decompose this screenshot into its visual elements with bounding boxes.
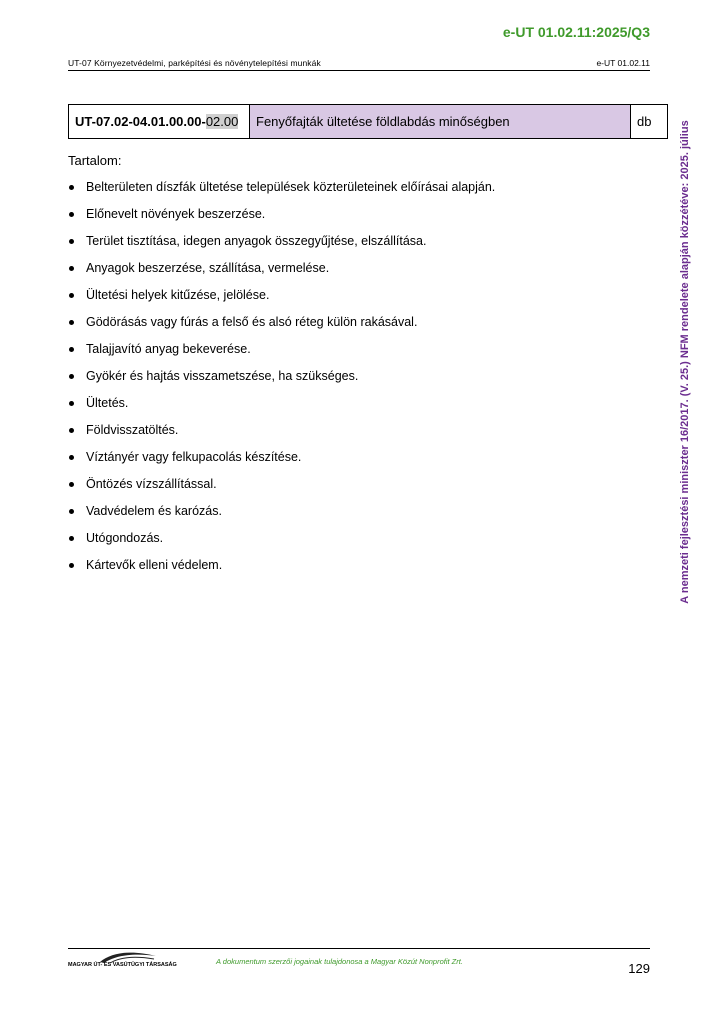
footer-divider — [68, 948, 650, 949]
contents-list — [68, 180, 495, 585]
list-item — [68, 423, 495, 450]
bullet-icon — [69, 536, 74, 541]
bullet-icon — [69, 266, 74, 271]
list-item-text: Öntözés vízszállítással. — [86, 477, 217, 491]
list-item — [68, 531, 495, 558]
list-item-text: Belterületen díszfák ültetése települések közterületeinek előírásai alapján. — [86, 180, 496, 194]
item-code-prefix: UT-07.02-04.01.00.00- — [75, 114, 206, 129]
list-item-text: Kártevők elleni védelem. — [86, 558, 223, 572]
list-item-text: Ültetési helyek kitűzése, jelölése. — [86, 288, 270, 302]
running-header — [68, 58, 650, 71]
document-code: e-UT 01.02.11:2025/Q3 — [502, 24, 650, 40]
list-item — [68, 504, 495, 531]
item-code-suffix: 02.00 — [205, 114, 239, 129]
bullet-icon — [69, 509, 74, 514]
bullet-icon — [69, 482, 74, 487]
bullet-icon — [69, 374, 74, 379]
item-table — [68, 104, 668, 139]
bullet-icon — [69, 347, 74, 352]
list-item-text: Földvisszatöltés. — [86, 423, 179, 437]
list-item — [68, 396, 495, 423]
item-row — [69, 105, 668, 139]
list-item-text: Ültetés. — [86, 396, 129, 410]
list-item-text: Előnevelt növények beszerzése. — [86, 207, 266, 221]
list-item-text: Vadvédelem és karózás. — [86, 504, 222, 518]
list-item — [68, 369, 495, 396]
list-item — [68, 261, 495, 288]
bullet-icon — [69, 185, 74, 190]
chapter-title: UT-07 Környezetvédelmi, parképítési és növénytelepítési munkák — [68, 58, 321, 68]
society-logo — [68, 950, 177, 972]
short-doc-code: e-UT 01.02.11 — [596, 58, 650, 68]
list-item — [68, 558, 495, 585]
item-unit: db — [631, 105, 668, 139]
list-item — [68, 180, 495, 207]
list-item — [68, 234, 495, 261]
list-item-text: Víztányér vagy felkupacolás készítése. — [86, 450, 302, 464]
list-item-text: Gödörásás vagy fúrás a felső és alsó réteg külön rakásával. — [86, 315, 418, 329]
bullet-icon — [69, 563, 74, 568]
logo-text: MAGYAR ÚT- ÉS VASÚTÜGYI TÁRSASÁG — [68, 962, 177, 968]
bullet-icon — [69, 320, 74, 325]
list-item-text: Gyökér és hajtás visszametszése, ha szükséges. — [86, 369, 359, 383]
list-item — [68, 450, 495, 477]
bullet-icon — [69, 293, 74, 298]
list-item — [68, 207, 495, 234]
bullet-icon — [69, 239, 74, 244]
list-item-text: Talajjavító anyag bekeverése. — [86, 342, 251, 356]
list-item — [68, 315, 495, 342]
list-item — [68, 477, 495, 504]
item-name: Fenyőfajták ültetése földlabdás minőségben — [250, 105, 631, 139]
contents-title: Tartalom: — [68, 153, 122, 168]
list-item-text: Terület tisztítása, idegen anyagok összegyűjtése, elszállítása. — [86, 234, 427, 248]
list-item — [68, 342, 495, 369]
bullet-icon — [69, 455, 74, 460]
bullet-icon — [69, 212, 74, 217]
bullet-icon — [69, 428, 74, 433]
item-code-cell — [69, 105, 250, 139]
copyright-notice: A dokumentum szerzői jogainak tulajdonosa a Magyar Közút Nonprofit Zrt. — [216, 957, 463, 966]
publication-note-text: A nemzeti fejlesztési miniszter 16/2017. (V. 25.) NFM rendelete alapján közzétéve: 2025. július — [679, 120, 691, 604]
list-item-text: Utógondozás. — [86, 531, 164, 545]
page-number: 129 — [628, 961, 650, 976]
bullet-icon — [69, 401, 74, 406]
list-item — [68, 288, 495, 315]
publication-note — [677, 97, 693, 627]
list-item-text: Anyagok beszerzése, szállítása, vermelése. — [86, 261, 330, 275]
